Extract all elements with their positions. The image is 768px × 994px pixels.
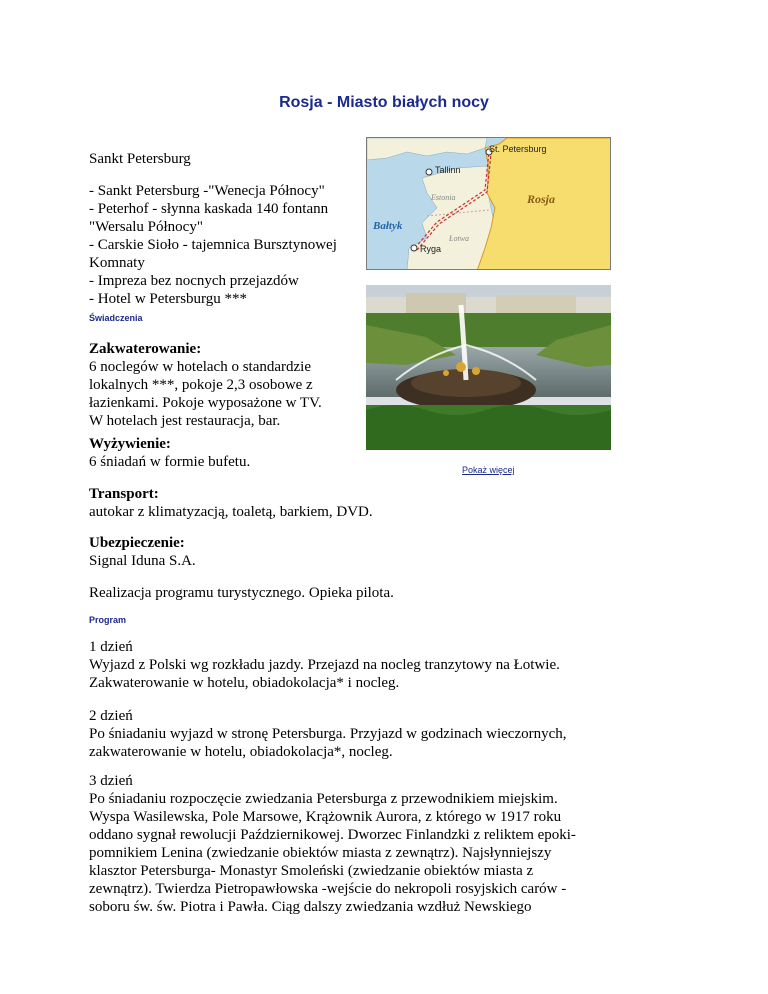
transport-text: autokar z klimatyzacją, toaletą, barkiem, DVD. xyxy=(89,504,373,520)
day-label: 1 dzień xyxy=(89,639,133,655)
map-label-baltyk: Bałtyk xyxy=(373,220,403,232)
intro-bullet: - Peterhof - słynna kaskada 140 fontann xyxy=(89,201,329,217)
accommodation-line: łazienkami. Pokoje wyposażone w TV. xyxy=(89,395,322,411)
accommodation-heading: Zakwaterowanie: xyxy=(89,341,202,357)
page-title: Rosja - Miasto białych nocy xyxy=(279,94,489,111)
map-label-estonia: Estonia xyxy=(431,193,456,202)
map-label-ryga: Ryga xyxy=(420,244,442,254)
day-line: Wyjazd z Polski wg rozkładu jazdy. Przejazd na nocleg tranzytowy na Łotwie. xyxy=(89,657,560,673)
intro-bullet: - Sankt Petersburg -"Wenecja Północy" xyxy=(89,183,325,199)
day-line: Po śniadaniu wyjazd w stronę Petersburga. Przyjazd w godzinach wieczornych, xyxy=(89,726,567,742)
day-line: pomnikiem Lenina (zwiedzanie obiektów miasta z zewnątrz). Najsłynniejszy xyxy=(89,845,552,861)
realization-text: Realizacja programu turystycznego. Opieka pilota. xyxy=(89,585,394,601)
insurance-heading: Ubezpieczenie: xyxy=(89,535,185,551)
intro-city: Sankt Petersburg xyxy=(89,151,191,167)
accommodation-line: W hotelach jest restauracja, bar. xyxy=(89,413,281,429)
map-label-lotwa: Łotwa xyxy=(449,234,470,243)
day-label: 2 dzień xyxy=(89,708,133,724)
meals-block xyxy=(89,435,250,471)
intro-bullet: - Carskie Sioło - tajemnica Bursztynowej xyxy=(89,237,337,253)
accommodation-line: 6 noclegów w hotelach o standardzie xyxy=(89,359,312,375)
insurance-block xyxy=(89,534,196,570)
meals-text: 6 śniadań w formie bufetu. xyxy=(89,454,251,470)
day-label: 3 dzień xyxy=(89,773,133,789)
day-2-block xyxy=(89,707,567,761)
intro-bullet-list xyxy=(89,182,337,308)
day-line: Zakwaterowanie w hotelu, obiadokolacja* i nocleg. xyxy=(89,675,400,691)
day-line: klasztor Petersburga- Monastyr Smoleński (zwiedzanie obiektów miasta z xyxy=(89,863,534,879)
day-line: oddano sygnał rewolucji Październikowej. Dworzec Finlandzki z reliktem epoki- xyxy=(89,827,576,843)
day-line: zewnątrz). Twierdza Pietropawłowska -wejście do nekropoli rosyjskich carów - xyxy=(89,881,567,897)
show-more-link[interactable]: Pokaż więcej xyxy=(462,465,515,475)
day-3-block xyxy=(89,772,576,916)
section-services: Świadczenia xyxy=(89,313,143,323)
section-program: Program xyxy=(89,615,127,625)
intro-bullet: "Wersalu Północy" xyxy=(89,219,203,235)
map-label-st-petersburg: St. Petersburg xyxy=(489,144,547,154)
accommodation-block xyxy=(89,340,322,430)
insurance-text: Signal Iduna S.A. xyxy=(89,553,196,569)
intro-bullet: - Impreza bez nocnych przejazdów xyxy=(89,273,299,289)
route-map xyxy=(366,137,611,270)
day-line: Po śniadaniu rozpoczęcie zwiedzania Petersburga z przewodnikiem miejskim. xyxy=(89,791,558,807)
meals-heading: Wyżywienie: xyxy=(89,436,171,452)
intro-bullet: - Hotel w Petersburgu *** xyxy=(89,291,248,307)
intro-bullet: Komnaty xyxy=(89,255,145,271)
day-1-block xyxy=(89,638,560,692)
transport-heading: Transport: xyxy=(89,486,159,502)
map-label-rosja: Rosja xyxy=(527,192,556,206)
day-line: Wyspa Wasilewska, Pole Marsowe, Krążownik Aurora, z którego w 1917 roku xyxy=(89,809,562,825)
map-label-tallinn: Tallinn xyxy=(435,165,461,175)
accommodation-line: lokalnych ***, pokoje 2,3 osobowe z xyxy=(89,377,313,393)
day-line: zakwaterowanie w hotelu, obiadokolacja*, nocleg. xyxy=(89,744,393,760)
peterhof-fountain-photo xyxy=(366,285,611,450)
transport-block xyxy=(89,485,373,521)
day-line: soboru św. św. Piotra i Pawła. Ciąg dalszy zwiedzania wzdłuż Newskiego xyxy=(89,899,532,915)
